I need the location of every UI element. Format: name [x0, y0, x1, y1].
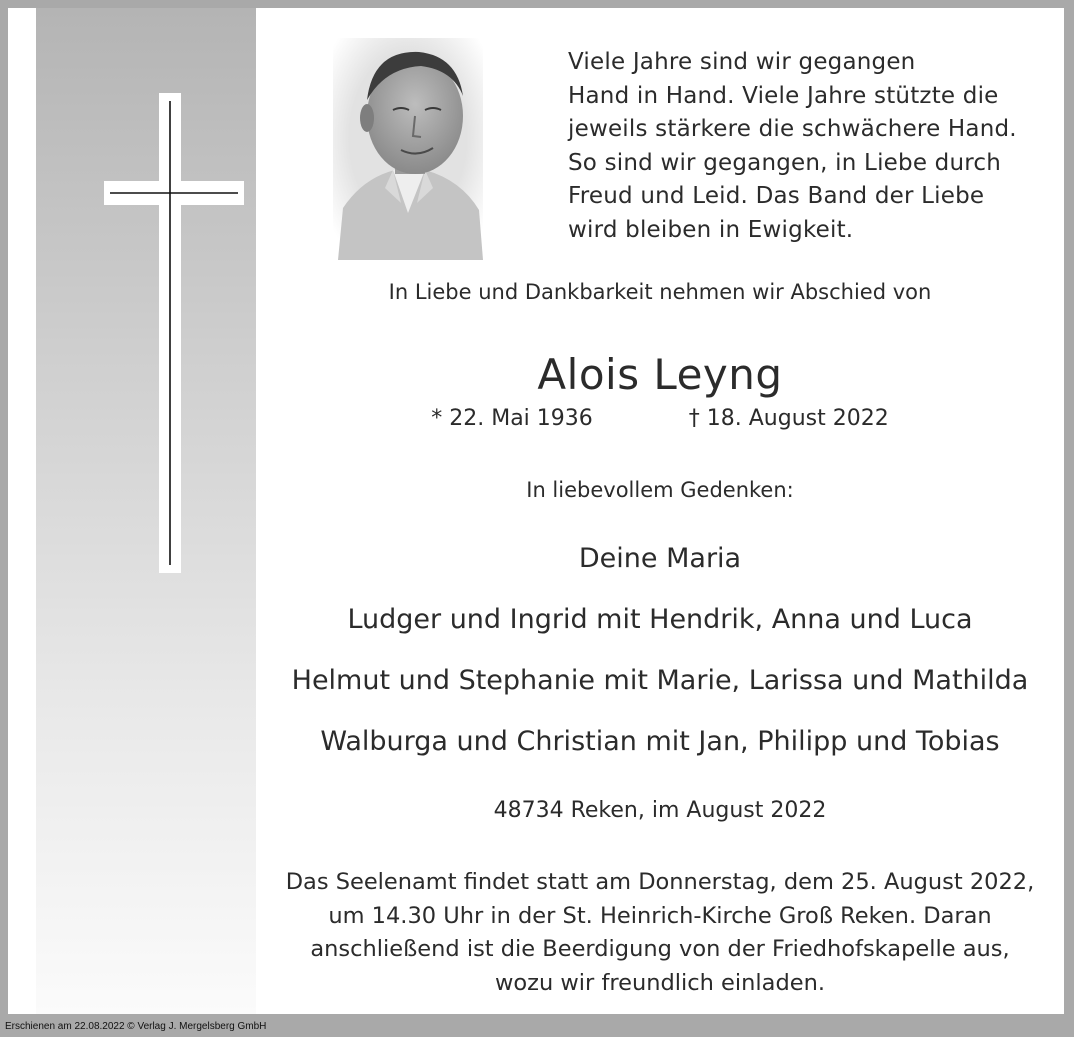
portrait-photo: [333, 38, 483, 260]
obituary-card: [8, 8, 1064, 1014]
family-line: Deine Maria: [578, 543, 742, 574]
family-line: Helmut und Stephanie mit Marie, Larissa und Mathilda: [291, 665, 1029, 696]
farewell-intro: In Liebe und Dankbarkeit nehmen wir Abschied von: [388, 280, 932, 304]
poem-line: wird bleiben in Ewigkeit.: [568, 216, 854, 243]
publication-footer: Erschienen am 22.08.2022 © Verlag J. Mergelsberg GmbH: [5, 1021, 267, 1032]
poem: [568, 46, 1038, 247]
poem-line: jeweils stärkere die schwächere Hand.: [568, 116, 1017, 142]
family-line: Ludger und Ingrid mit Hendrik, Anna und Luca: [347, 604, 973, 635]
gradient-sidebar: [36, 8, 256, 1014]
poem-line: Viele Jahre sind wir gegangen: [568, 49, 916, 75]
deceased-name: Alois Leyng: [537, 350, 783, 399]
service-line: anschließend ist die Beerdigung von der Friedhofskapelle aus,: [310, 936, 1010, 962]
death-date: † 18. August 2022: [688, 406, 889, 431]
place-date: 48734 Reken, im August 2022: [493, 798, 827, 823]
service-line: wozu wir freundlich einladen.: [495, 969, 825, 996]
cross-icon: [104, 93, 244, 573]
family-line: Walburga und Christian mit Jan, Philipp und Tobias: [320, 726, 1000, 757]
poem-line: So sind wir gegangen, in Liebe durch: [568, 149, 1002, 176]
birth-date: * 22. Mai 1936: [431, 406, 593, 431]
service-notice: [256, 866, 1064, 1000]
service-line: Das Seelenamt findet statt am Donnerstag, dem 25. August 2022,: [285, 869, 1035, 895]
poem-line: Hand in Hand. Viele Jahre stützte die: [568, 82, 999, 109]
memory-heading: In liebevollem Gedenken:: [526, 478, 794, 502]
service-line: um 14.30 Uhr in der St. Heinrich-Kirche Groß Reken. Daran: [328, 902, 992, 929]
poem-line: Freud und Leid. Das Band der Liebe: [568, 183, 985, 209]
life-dates: [256, 406, 1064, 431]
